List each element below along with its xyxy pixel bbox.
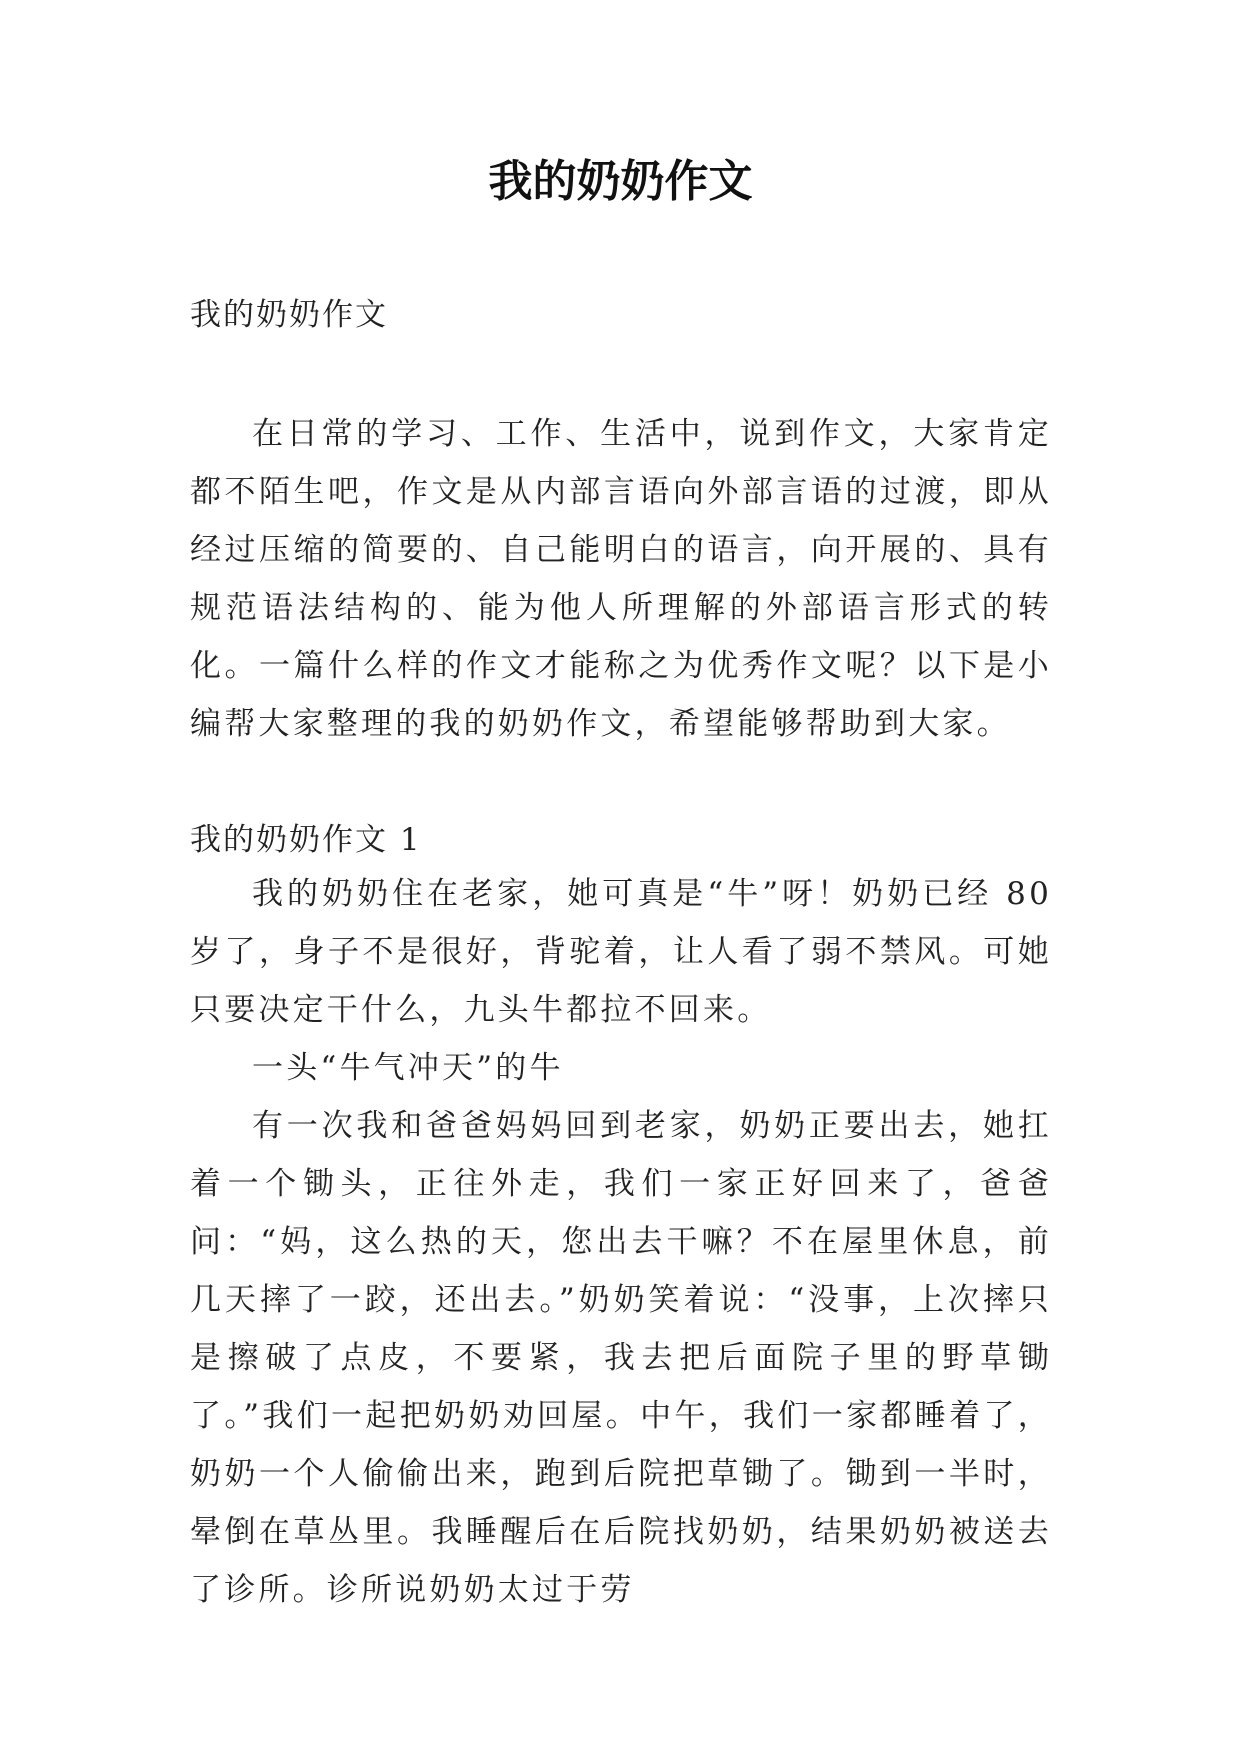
story-paragraph: 有一次我和爸爸妈妈回到老家，奶奶正要出去，她扛着一个锄头，正往外走，我们一家正好回来了，爸爸问：“妈，这么热的天，您出去干嘛？不在屋里休息，前几天摔了一跤，还出去。”奶奶笑着说：“没事，上次摔只是擦破了点皮，不要紧，我去把后面院子里的野草锄了。”我们一起把奶奶劝回屋。中午，我们一家都睡着了，奶奶一个人偷偷出来，跑到后院把草锄了。锄到一半时，晕倒在草丛里。我睡醒后在后院找奶奶，结果奶奶被送去了诊所。诊所说奶奶太过于劳: [190, 1108, 1052, 1608]
section-heading: 我的奶奶作文 1: [190, 822, 422, 858]
story-paragraph: 一头“牛气冲天”的牛: [252, 1050, 564, 1086]
story-paragraph: 我的奶奶住在老家，她可真是“牛”呀！奶奶已经 80 岁了，身子不是很好，背驼着，让人看了弱不禁风。可她只要决定干什么，九头牛都拉不回来。: [190, 876, 1052, 1028]
document-subtitle: 我的奶奶作文: [190, 297, 388, 333]
story-body: [190, 865, 1052, 1619]
intro-paragraph: 在日常的学习、工作、生活中，说到作文，大家肯定都不陌生吧，作文是从内部言语向外部言语的过渡，即从经过压缩的简要的、自己能明白的语言，向开展的、具有规范语法结构的、能为他人所理解的外部语言形式的转化。一篇什么样的作文才能称之为优秀作文呢？以下是小编帮大家整理的我的奶奶作文，希望能够帮助到大家。: [190, 416, 1052, 742]
document-title: 我的奶奶作文: [488, 156, 753, 207]
